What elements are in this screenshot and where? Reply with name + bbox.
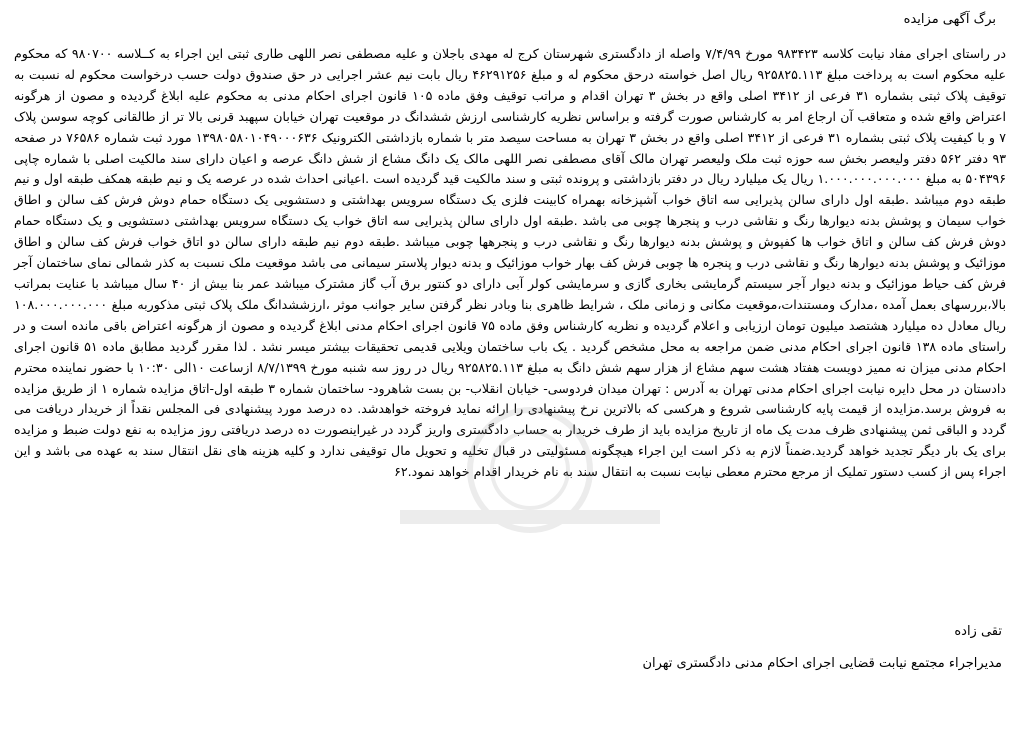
notice-body-text: در راستای اجرای مفاد نیابت کلاسه ۹۸۳۴۲۳ مورخ ۷/۴/۹۹ واصله از دادگستری شهرستان کرج له مهدی باجلان و علیه مصطفی نصر اللهی طاری ثبتی این اجراء به کــلاسه ۹۸۰۷۰۰ که محکوم علیه محکوم است به پرداخت مبلغ ۹۲۵۸۲۵.۱۱۳ ریال اصل خواسته درحق محکوم له و مبلغ ۴۶۲۹۱۲۵۶ ریال بابت نیم عشر اجرایی در حق صندوق دولت حسب درخواست محکوم له نسبت به توقیف پلاک ثبتی بشماره ۳۱ فرعی از ۳۴۱۲ اصلی واقع در بخش ۳ تهران اقدام و مراتب توقیف وفق ماده ۱۰۵ قانون اجرای احکام مدنی به محکوم علیه ابلاغ گردیده و مصون از هرگونه اعتراض واقع شده و متعاقب آن ارجاع امر به کارشناس صورت گرفته و براساس نظریه کارشناسی ارزش ششدانگ در موقعیت تهران خیابان سپهبد قرنی بالا تر از طالقانی کوچه سوسن پلاک ۷ و با کیفیت پلاک ثبتی بشماره ۳۱ فرعی از ۳۴۱۲ اصلی واقع در بخش ۳ تهران به مساحت سیصد متر با شماره بازداشتی الکترونیک ۱۳۹۸۰۵۸۰۱۰۴۹۰۰۰۶۳۶ مورد ثبت شماره ۷۶۵۸۶ در صفحه ۹۳ دفتر ۵۶۲ دفتر ولیعصر بخش سه حوزه ثبت ملک ولیعصر تهران مالک آقای مصطفی نصر اللهی مالک یک دانگ مشاع از شش دانگ عرصه و اعیان دارای سند مالکیت اصلی با شماره چاپی ۵۰۴۳۹۶ به مبلغ ۱.۰۰۰.۰۰۰.۰۰۰.۰۰۰ ریال یک میلیارد ریال در دفتر بازداشتی و پرونده ثبتی و سند مالکیت قید گردیده است .اعیانی احداث شده در عرصه یک و نیم طبقه همکف طبقه اول و نیم طبقه دوم میباشد .طبقه اول دارای سالن پذیرایی سه اتاق خواب آشپزخانه بهمراه کابینت فلزی یک دستگاه سرویس بهداشتی و دستشویی یک دستگاه حمام دوش فرش کف سالن و اطاق خواب سیمان و پوشش بدنه دیوارها رنگ و نقاشی درب و پنجرها چوبی می باشد .طبقه اول دارای سالن پذیرایی سه اتاق خواب یک دستگاه سرویس بهداشتی دستشویی و یک دستگاه حمام دوش فرش کف سالن و اتاق خواب ها کفپوش و پوشش بدنه دیوارها رنگ و نقاشی درب و پنجرهها چوبی میباشد .طبقه دوم نیم طبقه دارای سالن دو اتاق خواب فرش کف سالن و اطاق موزائیک و پوشش بدنه دیوارها رنگ و نقاشی درب و پنجره ها چوبی فرش کف بهار خواب موزائیک و بدنه دیوار پلاستر سیمانی می باشد موقعیت ملک نسبت به کذر شمالی نمای ساختمان آجر فرش کف حیاط موزائیک و بدنه دیوار آجر سیستم گرمایشی بخاری گازی و سرمایشی کولر آبی دارای دو کنتور برق آب گاز مشترک میباشد عمر بنا بیش از ۴۰ سال میباشد با عنایت بمراتب بالا،بررسهای بعمل آمده ،مدارک ومستندات،موقعیت مکانی و زمانی ملک ، شرایط ظاهری بنا وبادر نظر گرفتن سایر جوانب موثر ،ارزششدانگ ملک پلاک ثبتی مذکوربه مبلغ ۱۰۸.۰۰۰.۰۰۰.۰۰۰ ریال معادل ده میلیارد هشتصد میلیون تومان ارزیابی و اعلام گردیده و نظریه کارشناس وفق ماده ۷۵ قانون اجرای احکام مدنی ابلاغ گردیده و مصون از هرگونه اعتراض باقی مانده است و در راستای ماده ۱۳۸ قانون اجرای احکام مدنی ضمن مراجعه به محل مشخص گردید . یک باب ساختمان ویلایی قدیمی تحقیقات بیشتر میسر نشد . لذا مقرر گردید مطابق ماده ۵۱ قانون اجرای احکام مدنی میزان نه ممیز دویست هفتاد هشت سهم مشاع از هزار سهم شش دانگ به مبلغ ۹۲۵۸۲۵.۱۱۳ ریال در روز سه شنبه مورخ ۸/۷/۱۳۹۹ ازساعت ۱۰الی ۱۰:۳۰ با حضور نماینده محترم دادستان در محل دایره نیابت اجرای احکام مدنی تهران به آدرس : تهران میدان فردوسی- خیابان انقلاب- بن بست شاهرود- ساختمان شماره ۳ طبقه اول-اتاق مزایده شماره ۱ از طریق مزایده به فروش برسد.مزایده از قیمت پایه کارشناسی شروع و هرکسی که بالاترین نرخ پیشنهادی را ارائه نماید فروخته خواهدشد. ده درصد مورد پیشنهادی فی المجلس نقداً از خریدار دریافت می گردد و الباقی ثمن پیشنهادی ظرف مدت یک ماه از تاریخ مزایده باید از طرف خریدار به حساب دادگستری واریز گردد در غیراینصورت ده درصد دریافتی روز مزایده به نفع دولت ضبط و مزایده برای یک بار دیگر تجدید خواهد گردید.ضمناً لازم به ذکر است این اجراء هیچگونه مسئولیتی در قبال تخلیه و تحویل مال توقیفی ندارد و کلیه هزینه های نقل انتقال سند به عهده می باشد و این اجراء پس از کسب دستور تملیک از مرجع محترم معطی نیابت نسبت به انتقال سند به نام خریدار اقدام خواهد نمود.۶۲ (14, 46, 1007, 480)
signer-name: تقی زاده (954, 624, 1002, 639)
signer-title: مدیراجراء مجتمع نیابت قضایی اجرای احکام مدنی دادگستری تهران (642, 656, 1002, 671)
notice-title: برگ آگهی مزایده (903, 12, 996, 27)
